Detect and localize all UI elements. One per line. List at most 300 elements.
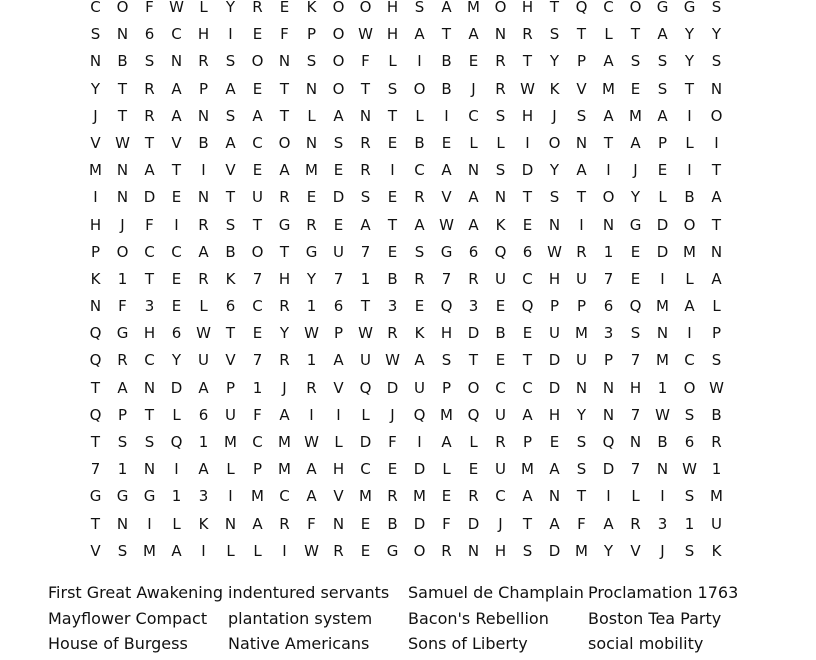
grid-letter: R	[495, 433, 506, 451]
grid-letter: W	[358, 324, 373, 343]
grid-letter: D	[332, 188, 345, 207]
grid-letter: T	[225, 324, 236, 343]
grid-letter: A	[657, 106, 668, 125]
grid-letter: P	[306, 25, 317, 44]
grid-letter: E	[171, 188, 182, 207]
grid-letter: E	[549, 433, 560, 451]
grid-letter: T	[711, 215, 722, 234]
grid-letter: 6	[144, 25, 155, 44]
grid-letter: C	[279, 487, 290, 506]
grid-letter: P	[576, 52, 587, 71]
grid-letter: C	[252, 133, 263, 152]
grid-letter: J	[552, 106, 557, 125]
grid-letter: B	[117, 52, 128, 71]
grid-letter: 1	[603, 242, 614, 261]
grid-letter: Q	[89, 351, 102, 370]
grid-letter: E	[387, 242, 398, 261]
grid-letter: 7	[603, 269, 614, 288]
grid-letter: W	[304, 541, 319, 560]
grid-letter: T	[279, 242, 290, 261]
grid-letter: N	[629, 433, 642, 451]
word-list-item: Bacon's Rebellion	[408, 608, 549, 628]
grid-letter: N	[224, 514, 237, 533]
word-list-item: Boston Tea Party	[588, 608, 722, 628]
grid-letter: S	[225, 52, 236, 71]
grid-letter: M	[89, 161, 102, 180]
grid-letter: N	[494, 25, 507, 44]
grid-letter: A	[603, 52, 614, 71]
grid-letter: R	[306, 378, 317, 397]
grid-letter: I	[174, 460, 179, 479]
grid-letter: E	[387, 133, 398, 152]
grid-letter: A	[333, 351, 344, 370]
grid-letter: 7	[630, 351, 641, 370]
grid-letter: O	[602, 188, 615, 207]
grid-letter: T	[360, 79, 371, 98]
grid-letter: W	[358, 25, 373, 44]
grid-letter: E	[657, 161, 668, 180]
grid-letter: N	[116, 161, 129, 180]
grid-letter: I	[201, 161, 206, 180]
grid-letter: I	[282, 541, 287, 560]
grid-letter: M	[413, 487, 426, 506]
grid-letter: M	[710, 487, 723, 506]
grid-letter: A	[603, 106, 614, 125]
grid-letter: B	[387, 269, 398, 288]
grid-letter: S	[387, 79, 398, 98]
grid-letter: D	[467, 514, 480, 533]
grid-letter: D	[143, 188, 156, 207]
grid-letter: M	[575, 324, 588, 343]
grid-letter: E	[387, 460, 398, 479]
grid-letter: H	[278, 269, 291, 288]
grid-letter: K	[90, 269, 101, 288]
grid-letter: A	[630, 133, 641, 152]
grid-letter: R	[414, 269, 425, 288]
grid-letter: 7	[630, 405, 641, 424]
grid-letter: 7	[441, 269, 452, 288]
grid-letter: 7	[360, 242, 371, 261]
grid-letter: V	[90, 133, 101, 152]
grid-letter: G	[305, 242, 318, 261]
grid-letter: I	[93, 188, 98, 207]
grid-letter: H	[629, 378, 642, 397]
grid-letter: L	[469, 433, 478, 451]
grid-letter: K	[711, 541, 722, 560]
grid-letter: A	[198, 460, 209, 479]
grid-letter: M	[575, 541, 588, 560]
grid-letter: V	[225, 351, 236, 370]
grid-letter: L	[199, 0, 208, 16]
grid-letter: R	[468, 487, 479, 506]
grid-letter: B	[495, 324, 506, 343]
grid-letter: Y	[603, 541, 614, 560]
grid-letter: I	[228, 487, 233, 506]
grid-letter: T	[90, 433, 101, 451]
grid-letter: N	[305, 79, 318, 98]
grid-letter: 1	[117, 269, 128, 288]
grid-letter: Y	[306, 269, 317, 288]
grid-letter: P	[603, 351, 614, 370]
grid-letter: L	[631, 487, 640, 506]
grid-letter: S	[630, 324, 641, 343]
grid-letter: 3	[657, 514, 668, 533]
grid-letter: U	[333, 242, 344, 261]
grid-letter: N	[197, 188, 210, 207]
grid-letter: G	[89, 487, 102, 506]
grid-letter: L	[685, 269, 694, 288]
grid-letter: I	[525, 133, 530, 152]
grid-letter: S	[495, 161, 506, 180]
grid-letter: I	[147, 514, 152, 533]
grid-letter: T	[576, 487, 587, 506]
grid-letter: M	[278, 460, 291, 479]
grid-letter: R	[198, 52, 209, 71]
grid-letter: B	[387, 514, 398, 533]
grid-letter: W	[520, 79, 535, 98]
grid-letter: F	[253, 405, 262, 424]
grid-letter: D	[359, 433, 372, 451]
grid-letter: 1	[306, 297, 317, 316]
grid-letter: T	[522, 188, 533, 207]
grid-letter: N	[467, 161, 480, 180]
grid-letter: R	[252, 0, 263, 16]
grid-letter: J	[93, 106, 98, 125]
grid-letter: A	[414, 215, 425, 234]
grid-letter: O	[332, 0, 345, 16]
grid-letter: G	[116, 324, 129, 343]
grid-letter: G	[629, 215, 642, 234]
grid-letter: E	[495, 351, 506, 370]
grid-letter: P	[117, 405, 128, 424]
grid-letter: M	[683, 242, 696, 261]
grid-letter: S	[630, 52, 641, 71]
grid-letter: L	[604, 25, 613, 44]
grid-letter: C	[252, 297, 263, 316]
grid-letter: N	[116, 514, 129, 533]
grid-letter: S	[576, 433, 587, 451]
grid-letter: C	[603, 0, 614, 16]
grid-letter: J	[633, 161, 638, 180]
grid-letter: L	[172, 514, 181, 533]
grid-letter: W	[682, 460, 697, 479]
grid-letter: R	[414, 188, 425, 207]
grid-letter: L	[226, 460, 235, 479]
grid-letter: E	[630, 269, 641, 288]
grid-letter: A	[333, 106, 344, 125]
grid-letter: V	[333, 487, 344, 506]
grid-letter: S	[711, 351, 722, 370]
grid-letter: E	[522, 324, 533, 343]
grid-letter: F	[145, 215, 154, 234]
grid-letter: I	[228, 25, 233, 44]
grid-letter: P	[441, 378, 452, 397]
grid-letter: T	[90, 514, 101, 533]
grid-letter: O	[413, 541, 426, 560]
grid-letter: R	[279, 514, 290, 533]
grid-letter: R	[198, 269, 209, 288]
grid-letter: 1	[306, 351, 317, 370]
grid-letter: C	[495, 378, 506, 397]
grid-letter: N	[116, 188, 129, 207]
grid-letter: T	[522, 514, 533, 533]
grid-letter: U	[549, 324, 560, 343]
grid-letter: C	[90, 0, 101, 16]
grid-letter: B	[414, 133, 425, 152]
grid-letter: A	[306, 487, 317, 506]
grid-letter: E	[414, 297, 425, 316]
grid-letter: S	[549, 25, 560, 44]
grid-letter: A	[549, 514, 560, 533]
grid-letter: F	[388, 433, 397, 451]
grid-letter: C	[684, 351, 695, 370]
grid-letter: L	[199, 297, 208, 316]
grid-letter: S	[306, 52, 317, 71]
grid-letter: D	[548, 541, 561, 560]
grid-letter: 7	[90, 460, 101, 479]
grid-letter: Q	[89, 405, 102, 424]
grid-letter: T	[279, 79, 290, 98]
grid-letter: T	[441, 25, 452, 44]
grid-letter: U	[414, 378, 425, 397]
grid-letter: Y	[279, 324, 290, 343]
grid-letter: L	[334, 433, 343, 451]
grid-letter: Q	[494, 242, 507, 261]
grid-letter: S	[684, 405, 695, 424]
grid-letter: D	[413, 460, 426, 479]
grid-letter: A	[171, 106, 182, 125]
grid-letter: T	[603, 133, 614, 152]
grid-letter: S	[522, 541, 533, 560]
grid-letter: G	[440, 242, 453, 261]
grid-letter: N	[575, 133, 588, 152]
grid-letter: C	[144, 351, 155, 370]
grid-letter: P	[576, 297, 587, 316]
grid-letter: 1	[684, 514, 695, 533]
grid-letter: L	[685, 133, 694, 152]
grid-letter: B	[441, 79, 452, 98]
word-list-item: Mayflower Compact	[48, 608, 208, 628]
grid-letter: R	[198, 215, 209, 234]
grid-letter: T	[468, 351, 479, 370]
grid-letter: H	[440, 324, 453, 343]
grid-letter: N	[548, 487, 561, 506]
grid-letter: A	[441, 161, 452, 180]
grid-letter: A	[603, 514, 614, 533]
grid-letter: A	[306, 460, 317, 479]
grid-letter: E	[252, 79, 263, 98]
grid-letter: 6	[171, 324, 182, 343]
grid-letter: P	[333, 324, 344, 343]
grid-letter: O	[413, 79, 426, 98]
grid-letter: E	[522, 215, 533, 234]
grid-letter: D	[656, 242, 669, 261]
grid-letter: E	[441, 133, 452, 152]
grid-letter: Y	[630, 188, 641, 207]
grid-letter: D	[521, 161, 534, 180]
grid-letter: I	[579, 215, 584, 234]
grid-letter: N	[656, 324, 669, 343]
grid-letter: 1	[360, 269, 371, 288]
grid-letter: Y	[549, 52, 560, 71]
grid-letter: E	[252, 161, 263, 180]
grid-letter: O	[251, 242, 264, 261]
grid-letter: H	[386, 0, 399, 16]
grid-letter: D	[602, 460, 615, 479]
grid-letter: S	[495, 106, 506, 125]
grid-letter: O	[332, 25, 345, 44]
grid-letter: A	[171, 541, 182, 560]
grid-letter: S	[441, 351, 452, 370]
grid-letter: T	[90, 378, 101, 397]
grid-letter: Y	[684, 25, 695, 44]
grid-letter: K	[225, 269, 236, 288]
grid-letter: 6	[225, 297, 236, 316]
grid-letter: I	[174, 215, 179, 234]
grid-letter: 6	[333, 297, 344, 316]
grid-letter: 6	[468, 242, 479, 261]
grid-letter: E	[171, 297, 182, 316]
grid-letter: R	[117, 351, 128, 370]
grid-letter: S	[657, 52, 668, 71]
grid-letter: 3	[144, 297, 155, 316]
grid-letter: T	[171, 161, 182, 180]
grid-letter: R	[495, 79, 506, 98]
word-list	[48, 580, 768, 657]
grid-letter: J	[498, 514, 503, 533]
grid-letter: L	[469, 133, 478, 152]
grid-letter: O	[629, 0, 642, 16]
grid-letter: F	[442, 514, 451, 533]
grid-letter: H	[197, 25, 210, 44]
grid-letter: R	[279, 297, 290, 316]
grid-letter: H	[521, 0, 534, 16]
grid-letter: H	[521, 106, 534, 125]
grid-letter: M	[467, 0, 480, 16]
grid-letter: S	[549, 188, 560, 207]
grid-letter: T	[549, 0, 560, 16]
grid-letter: M	[359, 487, 372, 506]
grid-letter: R	[522, 25, 533, 44]
grid-letter: T	[522, 52, 533, 71]
grid-letter: I	[417, 433, 422, 451]
grid-letter: 1	[711, 460, 722, 479]
grid-letter: T	[630, 25, 641, 44]
grid-letter: K	[549, 79, 560, 98]
word-search-grid	[82, 0, 730, 565]
grid-letter: 7	[333, 269, 344, 288]
grid-letter: R	[495, 52, 506, 71]
grid-letter: G	[143, 487, 156, 506]
grid-letter: T	[387, 215, 398, 234]
grid-letter: T	[387, 106, 398, 125]
grid-letter: V	[171, 133, 182, 152]
word-list-item: social mobility	[588, 634, 704, 653]
grid-letter: N	[548, 215, 561, 234]
grid-letter: I	[201, 541, 206, 560]
grid-letter: I	[687, 161, 692, 180]
grid-letter: P	[252, 460, 263, 479]
grid-letter: B	[225, 242, 236, 261]
grid-letter: T	[684, 79, 695, 98]
grid-letter: H	[548, 269, 561, 288]
grid-letter: O	[116, 0, 129, 16]
grid-letter: 6	[603, 297, 614, 316]
grid-letter: M	[305, 161, 318, 180]
grid-letter: R	[576, 242, 587, 261]
grid-letter: C	[144, 242, 155, 261]
grid-letter: S	[414, 0, 425, 16]
grid-letter: A	[657, 25, 668, 44]
grid-letter: C	[171, 242, 182, 261]
grid-letter: O	[467, 378, 480, 397]
word-list-item: Proclamation 1763	[588, 583, 739, 602]
grid-letter: U	[225, 405, 236, 424]
grid-letter: W	[385, 351, 400, 370]
grid-letter: A	[360, 215, 371, 234]
grid-letter: Q	[89, 324, 102, 343]
grid-letter: Q	[629, 297, 642, 316]
grid-letter: S	[684, 487, 695, 506]
grid-letter: A	[171, 79, 182, 98]
grid-letter: C	[414, 161, 425, 180]
grid-letter: E	[252, 324, 263, 343]
grid-letter: 3	[387, 297, 398, 316]
grid-letter: E	[630, 79, 641, 98]
grid-letter: E	[468, 460, 479, 479]
grid-letter: E	[252, 25, 263, 44]
grid-letter: N	[89, 297, 102, 316]
word-list-item: House of Burgess	[48, 634, 188, 653]
grid-letter: Q	[170, 433, 183, 451]
grid-letter: A	[711, 269, 722, 288]
grid-letter: Y	[90, 79, 101, 98]
grid-letter: W	[196, 324, 211, 343]
grid-letter: R	[333, 541, 344, 560]
grid-letter: S	[576, 460, 587, 479]
grid-letter: H	[494, 541, 507, 560]
grid-letter: F	[280, 25, 289, 44]
grid-letter: I	[417, 52, 422, 71]
grid-letter: L	[712, 297, 721, 316]
grid-letter: G	[386, 541, 399, 560]
grid-letter: N	[575, 378, 588, 397]
grid-letter: S	[576, 106, 587, 125]
grid-letter: W	[304, 433, 319, 451]
grid-letter: T	[522, 351, 533, 370]
grid-letter: L	[172, 405, 181, 424]
grid-letter: G	[683, 0, 696, 16]
grid-letter: J	[390, 405, 395, 424]
grid-letter: N	[143, 460, 156, 479]
grid-letter: K	[495, 215, 506, 234]
grid-letter: D	[386, 378, 399, 397]
grid-letter: W	[709, 378, 724, 397]
grid-letter: N	[278, 52, 291, 71]
grid-letter: N	[602, 215, 615, 234]
grid-letter: S	[117, 433, 128, 451]
grid-letter: S	[144, 433, 155, 451]
grid-letter: T	[252, 215, 263, 234]
grid-letter: B	[657, 433, 668, 451]
grid-letter: V	[441, 188, 452, 207]
grid-letter: D	[656, 215, 669, 234]
grid-letter: U	[711, 514, 722, 533]
grid-letter: 6	[522, 242, 533, 261]
grid-letter: M	[656, 351, 669, 370]
grid-letter: F	[307, 514, 316, 533]
grid-letter: Q	[413, 405, 426, 424]
